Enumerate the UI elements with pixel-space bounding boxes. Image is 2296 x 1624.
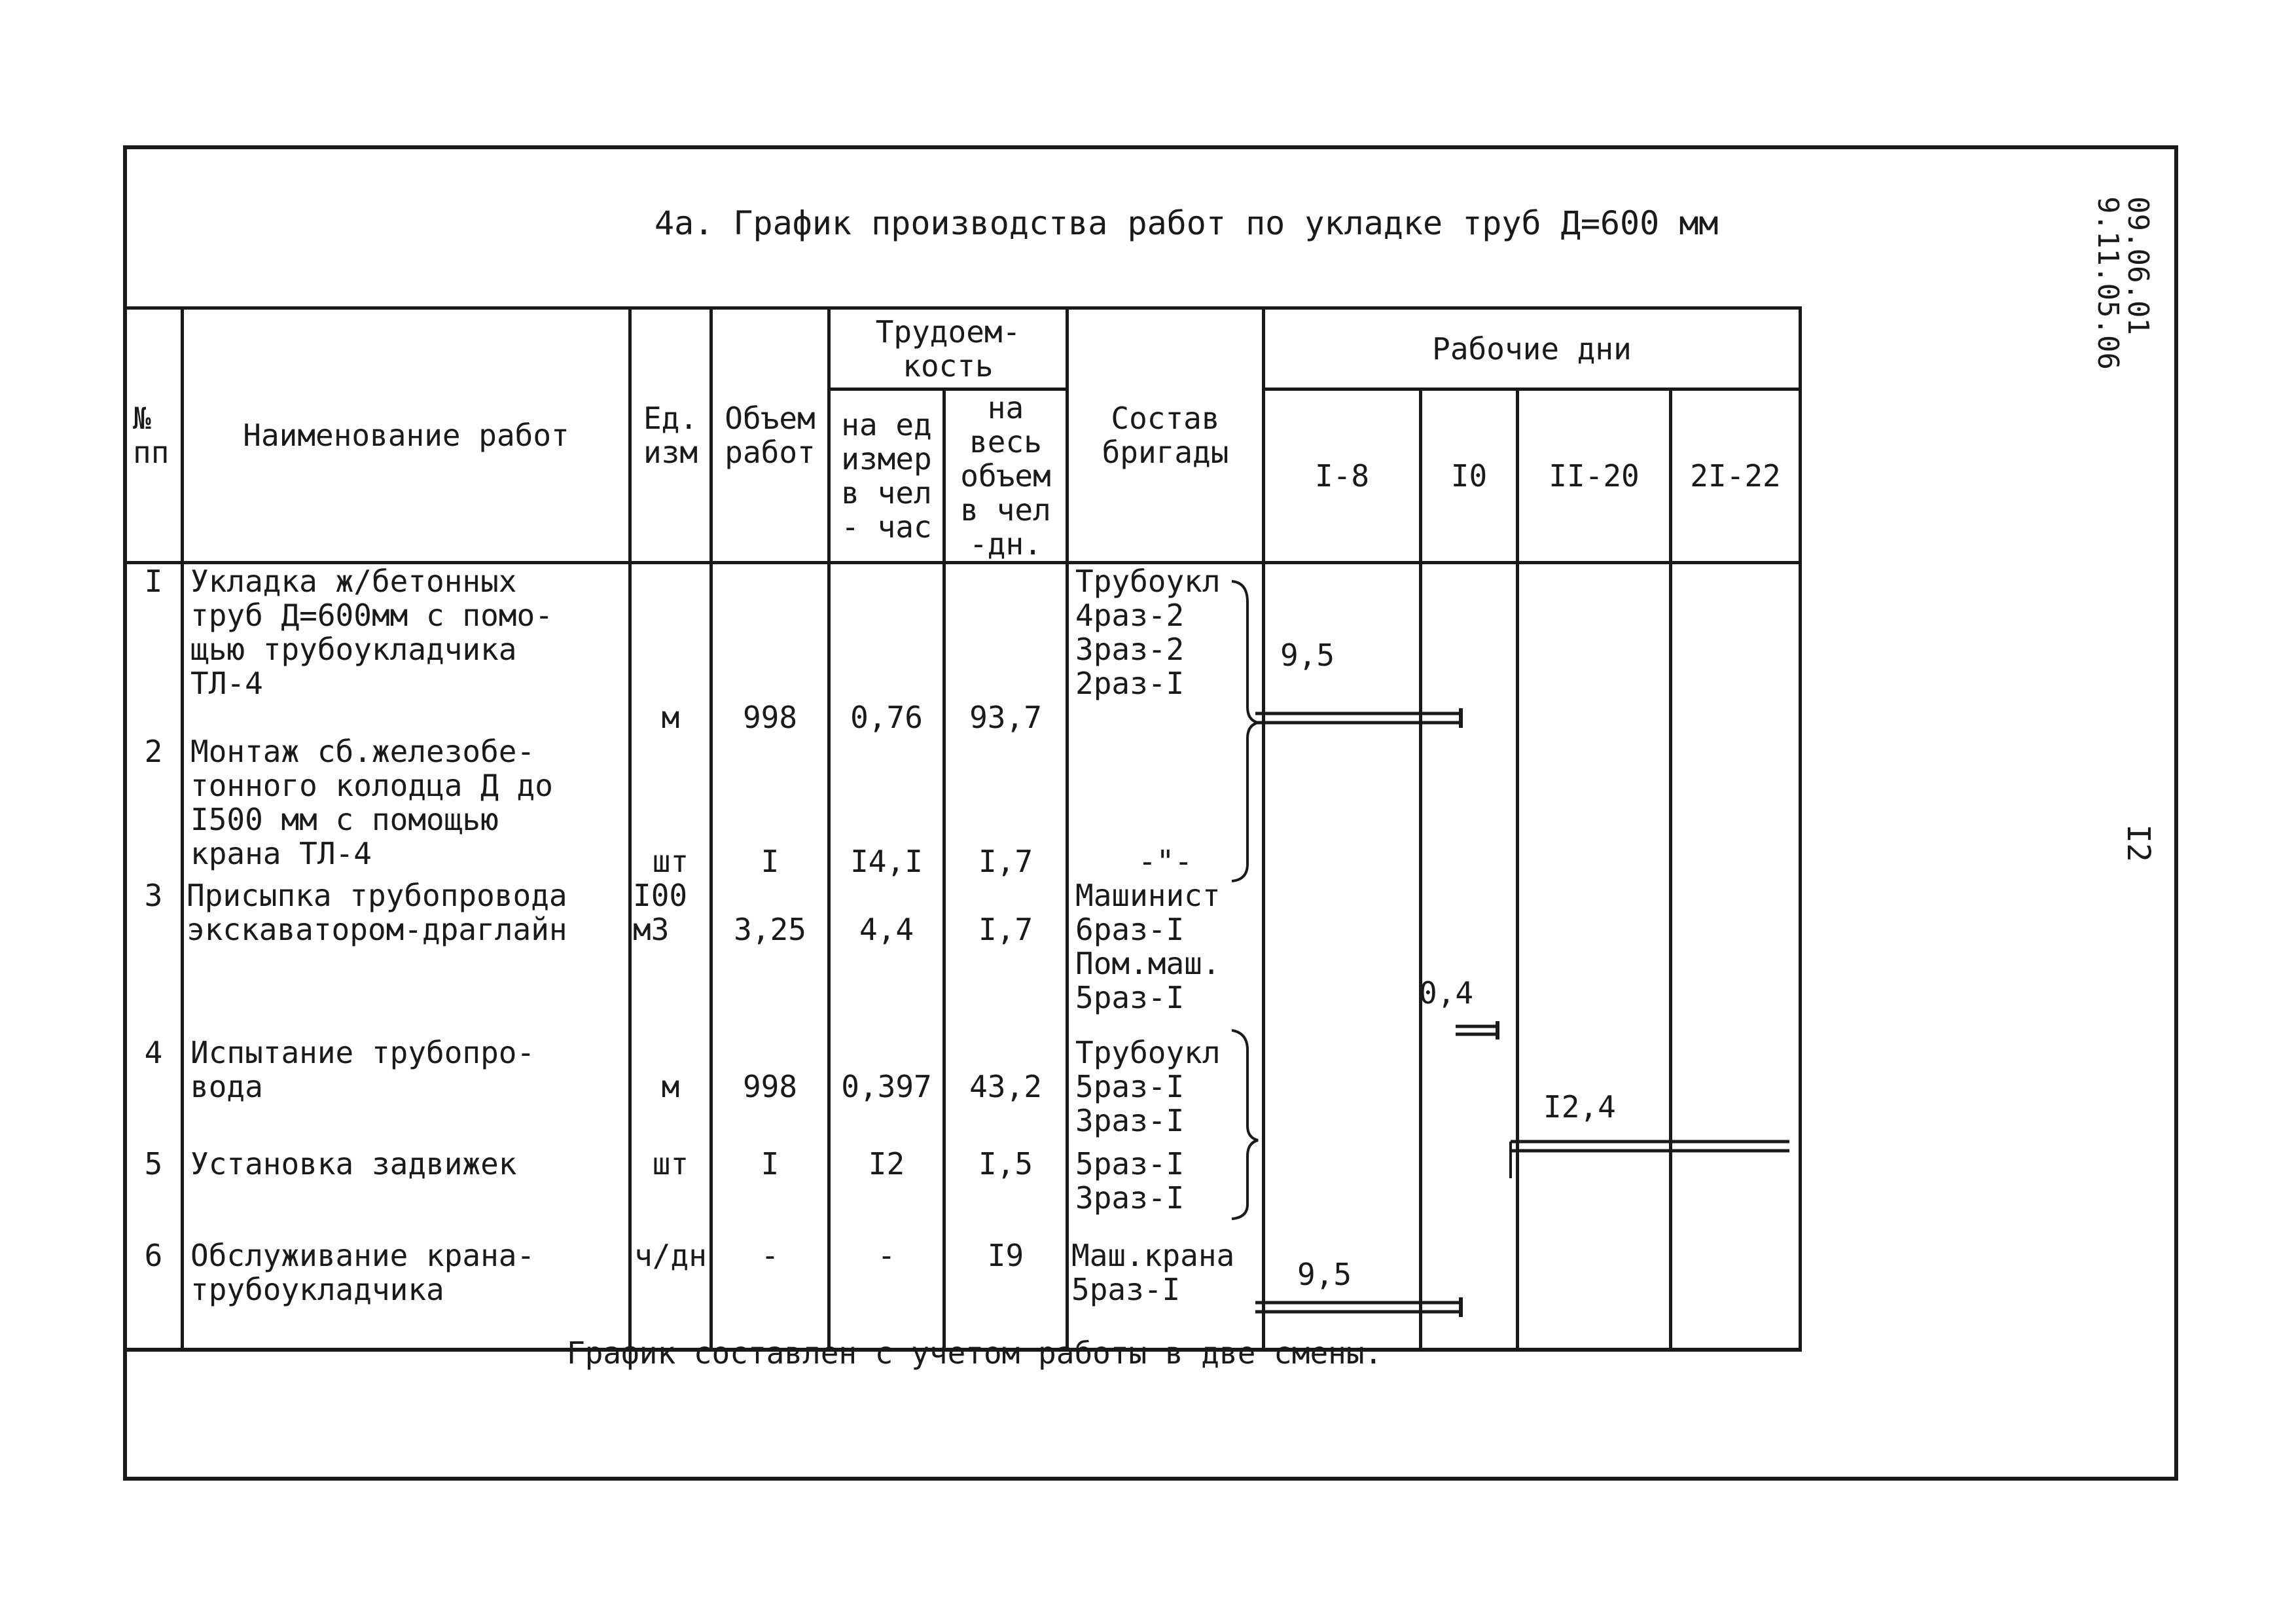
header-labor-per-unit: на ед измер в чел - час bbox=[829, 389, 944, 563]
row-name: Установка задвижек bbox=[183, 1147, 630, 1238]
gantt-bar-label-3: I2,4 bbox=[1543, 1089, 1616, 1125]
row-volume: 998 bbox=[711, 563, 829, 734]
gantt-cell bbox=[1518, 878, 1671, 1036]
row-unit: I00 м3 bbox=[630, 878, 711, 1036]
row-per-unit: 0,76 bbox=[829, 563, 944, 734]
header-crew: Состав бригады bbox=[1067, 308, 1264, 563]
row-no: 3 bbox=[125, 878, 183, 1036]
row-unit: м bbox=[630, 563, 711, 734]
row-per-unit: I2 bbox=[829, 1147, 944, 1238]
header-no: № пп bbox=[125, 308, 183, 563]
gantt-cell bbox=[1421, 878, 1518, 1036]
schedule-table bbox=[123, 306, 1802, 1352]
header-day-col: I-8 bbox=[1264, 389, 1421, 563]
row-crew: Машинист 6раз-I Пом.маш. 5раз-I bbox=[1067, 878, 1264, 1036]
row-unit: шт bbox=[630, 1147, 711, 1238]
header-day-col: II-20 bbox=[1518, 389, 1671, 563]
gantt-cell bbox=[1518, 1238, 1671, 1350]
gantt-cell bbox=[1421, 563, 1518, 734]
header-volume: Объем работ bbox=[711, 308, 829, 563]
row-total: I9 bbox=[944, 1238, 1067, 1350]
gantt-cell bbox=[1518, 563, 1671, 734]
row-volume: 3,25 bbox=[711, 878, 829, 1036]
header-day-col: I0 bbox=[1421, 389, 1518, 563]
gantt-cell bbox=[1671, 1147, 1801, 1238]
gantt-cell bbox=[1264, 1036, 1421, 1147]
row-per-unit: - bbox=[829, 1238, 944, 1350]
row-name: Укладка ж/бетонных труб Д=600мм с помо- щью трубоукладчика ТЛ-4 bbox=[183, 563, 630, 734]
gantt-bar-label-2: 0,4 bbox=[1419, 975, 1474, 1011]
row-total: 93,7 bbox=[944, 563, 1067, 734]
gantt-cell bbox=[1421, 1036, 1518, 1147]
row-crew: Трубоукл 5раз-I 3раз-I bbox=[1067, 1036, 1264, 1147]
table-row bbox=[125, 1147, 1801, 1238]
gantt-bar-label-4: 9,5 bbox=[1297, 1257, 1352, 1292]
gantt-cell bbox=[1518, 1147, 1671, 1238]
table-row bbox=[125, 878, 1801, 1036]
row-no: 2 bbox=[125, 734, 183, 878]
gantt-cell bbox=[1264, 878, 1421, 1036]
row-total: I,7 bbox=[944, 878, 1067, 1036]
gantt-cell bbox=[1671, 1238, 1801, 1350]
header-labor-total: на весь объем в чел -дн. bbox=[944, 389, 1067, 563]
row-no: 4 bbox=[125, 1036, 183, 1147]
side-code-line-1: 09.06.01 bbox=[2121, 196, 2155, 335]
header-name: Наименование работ bbox=[183, 308, 630, 563]
row-no: 6 bbox=[125, 1238, 183, 1350]
table-row bbox=[125, 734, 1801, 878]
row-unit: ч/дн bbox=[630, 1238, 711, 1350]
gantt-cell bbox=[1264, 734, 1421, 878]
gantt-cell bbox=[1671, 563, 1801, 734]
row-per-unit: I4,I bbox=[829, 734, 944, 878]
row-total: I,7 bbox=[944, 734, 1067, 878]
gantt-cell bbox=[1518, 734, 1671, 878]
page-title: 4a. График производства работ по укладке труб Д=600 мм bbox=[655, 204, 1719, 242]
header-labor: Трудоем- кость bbox=[829, 308, 1067, 389]
gantt-cell bbox=[1264, 1147, 1421, 1238]
gantt-cell bbox=[1671, 878, 1801, 1036]
row-total: I,5 bbox=[944, 1147, 1067, 1238]
gantt-cell bbox=[1421, 734, 1518, 878]
row-name: Монтаж сб.железобе- тонного колодца Д до I500 мм с помощью крана ТЛ-4 bbox=[183, 734, 630, 878]
gantt-cell bbox=[1421, 1238, 1518, 1350]
table-row bbox=[125, 563, 1801, 734]
header-days: Рабочие дни bbox=[1264, 308, 1801, 389]
gantt-cell bbox=[1264, 1238, 1421, 1350]
page-number: I2 bbox=[2119, 824, 2157, 862]
row-unit: шт bbox=[630, 734, 711, 878]
gantt-cell bbox=[1421, 1147, 1518, 1238]
row-no: 5 bbox=[125, 1147, 183, 1238]
row-unit: м bbox=[630, 1036, 711, 1147]
row-no: I bbox=[125, 563, 183, 734]
row-per-unit: 4,4 bbox=[829, 878, 944, 1036]
row-name: Присыпка трубопровода экскаватором-драглайн bbox=[183, 878, 630, 1036]
gantt-cell bbox=[1671, 1036, 1801, 1147]
row-total: 43,2 bbox=[944, 1036, 1067, 1147]
row-crew: -"- bbox=[1067, 734, 1264, 878]
gantt-cell bbox=[1671, 734, 1801, 878]
row-volume: I bbox=[711, 1147, 829, 1238]
row-volume: - bbox=[711, 1238, 829, 1350]
header-unit: Ед. изм bbox=[630, 308, 711, 563]
table-row bbox=[125, 1238, 1801, 1350]
row-crew: 5раз-I 3раз-I bbox=[1067, 1147, 1264, 1238]
header-day-col: 2I-22 bbox=[1671, 389, 1801, 563]
side-code-line-2: 9.11.05.06 bbox=[2091, 196, 2125, 370]
row-name: Испытание трубопро- вода bbox=[183, 1036, 630, 1147]
footer-note: График составлен с учетом работы в две смены. bbox=[567, 1335, 1383, 1371]
row-name: Обслуживание крана- трубоукладчика bbox=[183, 1238, 630, 1350]
row-per-unit: 0,397 bbox=[829, 1036, 944, 1147]
row-crew: Маш.крана 5раз-I bbox=[1067, 1238, 1264, 1350]
row-crew: Трубоукл 4раз-2 3раз-2 2раз-I bbox=[1067, 563, 1264, 734]
row-volume: 998 bbox=[711, 1036, 829, 1147]
gantt-bar-label-1: 9,5 bbox=[1280, 638, 1335, 673]
row-volume: I bbox=[711, 734, 829, 878]
side-code bbox=[2091, 196, 2165, 412]
